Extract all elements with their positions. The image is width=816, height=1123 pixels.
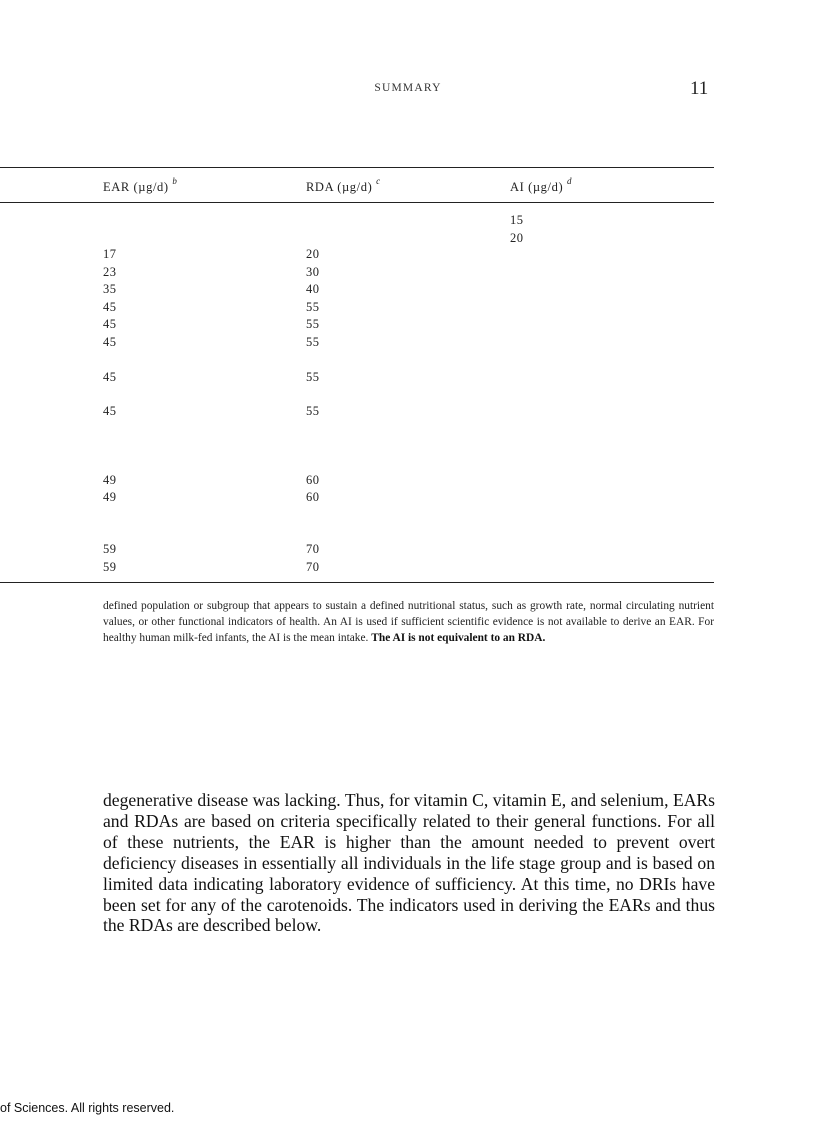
column-header-ear: [103, 178, 177, 195]
body-paragraph: degenerative disease was lacking. Thus, for vitamin C, vitamin E, and selenium, EARs and RDAs are based on criteria specifically related to their general functions. For all of these nutrients, the EAR is higher than the amount needed to prevent overt deficiency diseases in essentially all individuals in the life stage group and is based on limited data indicating laboratory evidence of sufficiency. At this time, no DRIs have been set for any of the carotenoids. The indicators used in deriving the EARs and thus the RDAs are described below.: [103, 790, 715, 936]
table-cell-ear: 17: [103, 247, 117, 261]
table-bottom-rule: [0, 582, 714, 583]
table-cell-ear: 45: [103, 404, 117, 418]
table-cell-rda: 60: [306, 490, 320, 504]
footnote-bold-text: The AI is not equivalent to an RDA.: [371, 632, 546, 645]
table-cell-rda: 55: [306, 404, 320, 418]
table-cell-rda: 70: [306, 542, 320, 556]
table-cell-ear: 45: [103, 317, 117, 331]
table-cell-ear: 49: [103, 490, 117, 504]
table-cell-rda: 55: [306, 370, 320, 384]
table-top-rule: [0, 167, 714, 168]
table-cell-rda: 40: [306, 282, 320, 296]
column-header-rda: [306, 178, 380, 195]
column-header-ai: [510, 178, 571, 195]
table-cell-ear: 45: [103, 370, 117, 384]
table-header-rule: [0, 202, 714, 203]
table-cell-ear: 23: [103, 265, 117, 279]
table-cell-ai: 20: [510, 231, 524, 245]
table-cell-rda: 20: [306, 247, 320, 261]
table-cell-ai: 15: [510, 213, 524, 227]
table-cell-rda: 60: [306, 473, 320, 487]
footnote-text: defined population or subgroup that appears to sustain a defined nutritional status, such as growth rate, normal circulating nutrient values, or other functional indicators of health. An AI is used if sufficient scientific evidence is not available to derive an EAR. For healthy human milk-fed infants, the AI is the mean intake.: [103, 600, 714, 645]
table-cell-ear: 59: [103, 542, 117, 556]
column-header-ai-note: d: [566, 176, 572, 186]
table-footnote: [103, 598, 714, 647]
table-cell-rda: 30: [306, 265, 320, 279]
table-cell-ear: 59: [103, 560, 117, 574]
table-cell-ear: 49: [103, 473, 117, 487]
running-head: SUMMARY: [374, 82, 442, 94]
table-cell-rda: 55: [306, 317, 320, 331]
column-header-rda-note: c: [376, 176, 381, 186]
column-header-rda-label: RDA (µg/d): [306, 180, 373, 195]
column-header-ai-label: AI (µg/d): [510, 180, 564, 195]
copyright-notice: of Sciences. All rights reserved.: [0, 1101, 175, 1115]
column-header-ear-note: b: [172, 176, 177, 186]
table-cell-rda: 55: [306, 300, 320, 314]
table-cell-ear: 45: [103, 300, 117, 314]
page-number: 11: [690, 78, 709, 99]
table-cell-ear: 35: [103, 282, 117, 296]
table-cell-rda: 70: [306, 560, 320, 574]
column-header-ear-label: EAR (µg/d): [103, 180, 169, 195]
table-cell-rda: 55: [306, 335, 320, 349]
table-cell-ear: 45: [103, 335, 117, 349]
